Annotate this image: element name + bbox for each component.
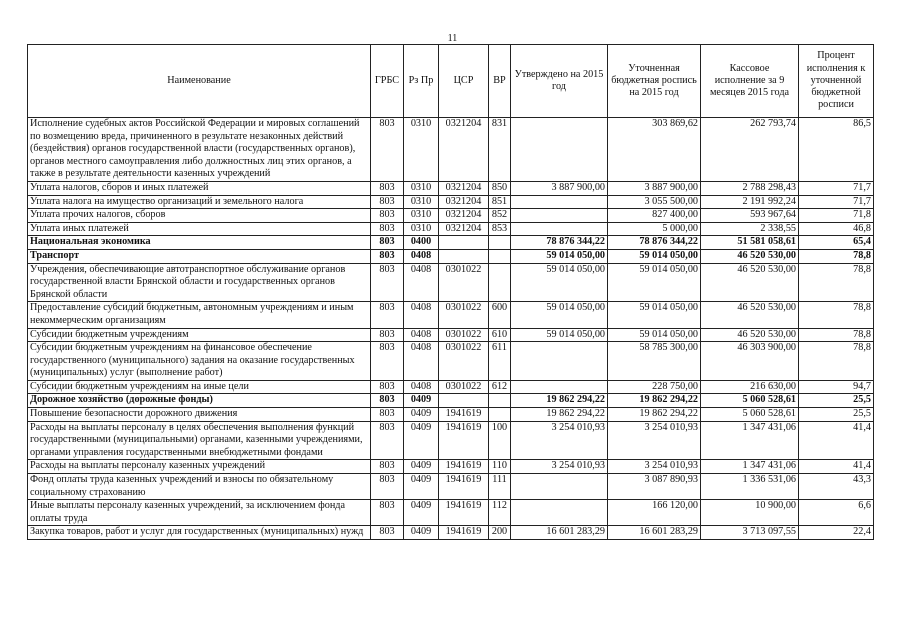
cell-vr: 610 (489, 328, 511, 342)
cell-grbs: 803 (371, 500, 404, 526)
cell-rzpr: 0409 (404, 526, 439, 540)
cell-percent: 25,5 (799, 394, 874, 408)
table-row (28, 526, 874, 540)
cell-cash: 5 060 528,61 (701, 394, 799, 408)
cell-rzpr: 0409 (404, 460, 439, 474)
cell-name: Расходы на выплаты персоналу в целях обеспечения выполнения функций государственными (муниципальными) органами, казенными учреждениями, органами управления государственными внебюджетными фондами (28, 421, 371, 460)
cell-cash: 46 520 530,00 (701, 328, 799, 342)
cell-percent: 78,8 (799, 249, 874, 263)
cell-percent: 25,5 (799, 408, 874, 422)
cell-vr (489, 236, 511, 250)
cell-cash: 2 191 992,24 (701, 195, 799, 209)
cell-approved: 59 014 050,00 (511, 328, 608, 342)
cell-grbs: 803 (371, 328, 404, 342)
cell-cash: 262 793,74 (701, 118, 799, 182)
table-row (28, 118, 874, 182)
cell-percent: 6,6 (799, 500, 874, 526)
cell-cash: 2 338,55 (701, 222, 799, 236)
cell-refined: 166 120,00 (608, 500, 701, 526)
cell-refined: 303 869,62 (608, 118, 701, 182)
cell-csr: 0301022 (439, 302, 489, 328)
cell-refined: 19 862 294,22 (608, 408, 701, 422)
table-body (28, 118, 874, 540)
cell-csr: 0301022 (439, 263, 489, 302)
cell-cash: 216 630,00 (701, 380, 799, 394)
cell-approved: 78 876 344,22 (511, 236, 608, 250)
cell-refined: 59 014 050,00 (608, 263, 701, 302)
cell-name: Учреждения, обеспечивающие автотранспортное обслуживание органов государственной власти Брянской области и государственных органов Брянской области (28, 263, 371, 302)
table-row (28, 249, 874, 263)
cell-name: Иные выплаты персоналу казенных учреждений, за исключением фонда оплаты труда (28, 500, 371, 526)
cell-grbs: 803 (371, 302, 404, 328)
cell-name: Субсидии бюджетным учреждениям на финансовое обеспечение государственного (муниципального) задания на оказание государственных (муниципальных) услуг (выполнение работ) (28, 342, 371, 381)
table-row (28, 342, 874, 381)
header-rzpr: Рз Пр (404, 45, 439, 118)
cell-grbs: 803 (371, 421, 404, 460)
cell-vr (489, 394, 511, 408)
table-row (28, 222, 874, 236)
cell-percent: 94,7 (799, 380, 874, 394)
cell-vr: 111 (489, 474, 511, 500)
cell-approved: 59 014 050,00 (511, 249, 608, 263)
cell-rzpr: 0310 (404, 209, 439, 223)
cell-grbs: 803 (371, 263, 404, 302)
cell-vr (489, 263, 511, 302)
cell-cash: 593 967,64 (701, 209, 799, 223)
cell-grbs: 803 (371, 380, 404, 394)
cell-vr: 851 (489, 195, 511, 209)
cell-grbs: 803 (371, 342, 404, 381)
cell-grbs: 803 (371, 195, 404, 209)
cell-csr: 0321204 (439, 181, 489, 195)
cell-vr: 100 (489, 421, 511, 460)
cell-approved: 59 014 050,00 (511, 263, 608, 302)
cell-percent: 78,8 (799, 263, 874, 302)
cell-percent: 41,4 (799, 421, 874, 460)
cell-rzpr: 0310 (404, 181, 439, 195)
cell-grbs: 803 (371, 408, 404, 422)
cell-csr: 0321204 (439, 195, 489, 209)
cell-vr: 112 (489, 500, 511, 526)
cell-csr: 1941619 (439, 526, 489, 540)
cell-refined: 59 014 050,00 (608, 249, 701, 263)
cell-refined: 827 400,00 (608, 209, 701, 223)
cell-csr: 1941619 (439, 421, 489, 460)
table-row (28, 328, 874, 342)
cell-cash: 2 788 298,43 (701, 181, 799, 195)
cell-approved (511, 474, 608, 500)
cell-vr: 831 (489, 118, 511, 182)
cell-percent: 46,8 (799, 222, 874, 236)
cell-csr: 1941619 (439, 474, 489, 500)
cell-approved: 19 862 294,22 (511, 394, 608, 408)
cell-grbs: 803 (371, 526, 404, 540)
header-approved: Утверждено на 2015 год (511, 45, 608, 118)
cell-rzpr: 0310 (404, 222, 439, 236)
header-row (28, 45, 874, 118)
cell-refined: 3 254 010,93 (608, 421, 701, 460)
cell-grbs: 803 (371, 181, 404, 195)
cell-vr: 611 (489, 342, 511, 381)
cell-csr: 1941619 (439, 500, 489, 526)
cell-percent: 78,8 (799, 342, 874, 381)
cell-approved (511, 342, 608, 381)
cell-vr: 852 (489, 209, 511, 223)
cell-vr: 110 (489, 460, 511, 474)
cell-name: Уплата налога на имущество организаций и земельного налога (28, 195, 371, 209)
header-refined: Уточненная бюджетная роспись на 2015 год (608, 45, 701, 118)
cell-rzpr: 0310 (404, 118, 439, 182)
page-number: 11 (447, 33, 458, 44)
table-row (28, 181, 874, 195)
table-row (28, 236, 874, 250)
cell-percent: 65,4 (799, 236, 874, 250)
header-cash: Кассовое исполнение за 9 месяцев 2015 года (701, 45, 799, 118)
cell-approved: 19 862 294,22 (511, 408, 608, 422)
header-name: Наименование (28, 45, 371, 118)
table-row (28, 500, 874, 526)
cell-rzpr: 0400 (404, 236, 439, 250)
cell-csr: 1941619 (439, 460, 489, 474)
table-row (28, 460, 874, 474)
cell-name: Субсидии бюджетным учреждениям на иные цели (28, 380, 371, 394)
cell-refined: 59 014 050,00 (608, 302, 701, 328)
cell-vr (489, 408, 511, 422)
cell-grbs: 803 (371, 249, 404, 263)
cell-grbs: 803 (371, 394, 404, 408)
cell-csr: 0301022 (439, 328, 489, 342)
cell-percent: 78,8 (799, 328, 874, 342)
cell-csr: 1941619 (439, 408, 489, 422)
cell-cash: 3 713 097,55 (701, 526, 799, 540)
table-row (28, 421, 874, 460)
cell-name: Уплата иных платежей (28, 222, 371, 236)
cell-approved: 59 014 050,00 (511, 302, 608, 328)
cell-vr: 200 (489, 526, 511, 540)
cell-name: Уплата налогов, сборов и иных платежей (28, 181, 371, 195)
cell-percent: 78,8 (799, 302, 874, 328)
cell-csr: 0321204 (439, 222, 489, 236)
cell-percent: 41,4 (799, 460, 874, 474)
cell-cash: 46 520 530,00 (701, 249, 799, 263)
header-percent: Процент исполнения к уточненной бюджетной росписи (799, 45, 874, 118)
cell-cash: 1 347 431,06 (701, 460, 799, 474)
cell-cash: 1 347 431,06 (701, 421, 799, 460)
cell-refined: 3 087 890,93 (608, 474, 701, 500)
cell-refined: 16 601 283,29 (608, 526, 701, 540)
cell-name: Национальная экономика (28, 236, 371, 250)
cell-rzpr: 0408 (404, 263, 439, 302)
header-grbs: ГРБС (371, 45, 404, 118)
cell-csr (439, 236, 489, 250)
cell-vr: 850 (489, 181, 511, 195)
cell-vr: 600 (489, 302, 511, 328)
cell-refined: 59 014 050,00 (608, 328, 701, 342)
cell-rzpr: 0408 (404, 380, 439, 394)
cell-cash: 51 581 058,61 (701, 236, 799, 250)
cell-percent: 71,7 (799, 181, 874, 195)
cell-name: Повышение безопасности дорожного движения (28, 408, 371, 422)
cell-refined: 3 887 900,00 (608, 181, 701, 195)
cell-rzpr: 0408 (404, 249, 439, 263)
cell-rzpr: 0409 (404, 421, 439, 460)
cell-csr: 0301022 (439, 342, 489, 381)
table-row (28, 263, 874, 302)
cell-name: Субсидии бюджетным учреждениям (28, 328, 371, 342)
cell-name: Транспорт (28, 249, 371, 263)
cell-percent: 22,4 (799, 526, 874, 540)
cell-approved (511, 118, 608, 182)
cell-refined: 5 000,00 (608, 222, 701, 236)
cell-refined: 19 862 294,22 (608, 394, 701, 408)
cell-refined: 228 750,00 (608, 380, 701, 394)
cell-name: Закупка товаров, работ и услуг для государственных (муниципальных) нужд (28, 526, 371, 540)
cell-approved (511, 380, 608, 394)
cell-cash: 46 520 530,00 (701, 263, 799, 302)
cell-rzpr: 0408 (404, 302, 439, 328)
cell-cash: 1 336 531,06 (701, 474, 799, 500)
cell-name: Расходы на выплаты персоналу казенных учреждений (28, 460, 371, 474)
cell-percent: 71,7 (799, 195, 874, 209)
table-row (28, 474, 874, 500)
cell-csr: 0321204 (439, 118, 489, 182)
cell-approved (511, 500, 608, 526)
cell-refined: 58 785 300,00 (608, 342, 701, 381)
cell-name: Уплата прочих налогов, сборов (28, 209, 371, 223)
cell-csr: 0301022 (439, 380, 489, 394)
cell-refined: 3 254 010,93 (608, 460, 701, 474)
cell-rzpr: 0409 (404, 408, 439, 422)
cell-approved: 3 887 900,00 (511, 181, 608, 195)
table-row (28, 209, 874, 223)
header-vr: ВР (489, 45, 511, 118)
cell-percent: 86,5 (799, 118, 874, 182)
table-row (28, 408, 874, 422)
table-row (28, 380, 874, 394)
table-row (28, 302, 874, 328)
cell-vr: 612 (489, 380, 511, 394)
cell-name: Исполнение судебных актов Российской Федерации и мировых соглашений по возмещению вреда, причиненного в результате незаконных действий (бездействия) органов государственной власти (государственных органов), органов местного самоуправления либо должностных лиц этих органов, а также в результате деятельности казенных учреждений (28, 118, 371, 182)
cell-refined: 3 055 500,00 (608, 195, 701, 209)
cell-rzpr: 0310 (404, 195, 439, 209)
cell-refined: 78 876 344,22 (608, 236, 701, 250)
cell-approved: 3 254 010,93 (511, 460, 608, 474)
cell-grbs: 803 (371, 118, 404, 182)
budget-table (27, 44, 874, 540)
cell-csr (439, 394, 489, 408)
cell-vr (489, 249, 511, 263)
cell-csr (439, 249, 489, 263)
cell-rzpr: 0408 (404, 342, 439, 381)
cell-cash: 46 520 530,00 (701, 302, 799, 328)
cell-name: Фонд оплаты труда казенных учреждений и взносы по обязательному социальному страхованию (28, 474, 371, 500)
table-row (28, 394, 874, 408)
cell-csr: 0321204 (439, 209, 489, 223)
cell-cash: 10 900,00 (701, 500, 799, 526)
cell-cash: 5 060 528,61 (701, 408, 799, 422)
cell-percent: 43,3 (799, 474, 874, 500)
cell-grbs: 803 (371, 222, 404, 236)
cell-vr: 853 (489, 222, 511, 236)
cell-name: Предоставление субсидий бюджетным, автономным учреждениям и иным некоммерческим организациям (28, 302, 371, 328)
cell-grbs: 803 (371, 236, 404, 250)
table-row (28, 195, 874, 209)
cell-grbs: 803 (371, 460, 404, 474)
cell-grbs: 803 (371, 209, 404, 223)
cell-cash: 46 303 900,00 (701, 342, 799, 381)
cell-rzpr: 0409 (404, 500, 439, 526)
header-csr: ЦСР (439, 45, 489, 118)
cell-rzpr: 0409 (404, 474, 439, 500)
cell-name: Дорожное хозяйство (дорожные фонды) (28, 394, 371, 408)
cell-approved (511, 209, 608, 223)
cell-rzpr: 0409 (404, 394, 439, 408)
cell-approved: 3 254 010,93 (511, 421, 608, 460)
cell-approved (511, 222, 608, 236)
cell-approved: 16 601 283,29 (511, 526, 608, 540)
cell-approved (511, 195, 608, 209)
cell-percent: 71,8 (799, 209, 874, 223)
cell-rzpr: 0408 (404, 328, 439, 342)
cell-grbs: 803 (371, 474, 404, 500)
